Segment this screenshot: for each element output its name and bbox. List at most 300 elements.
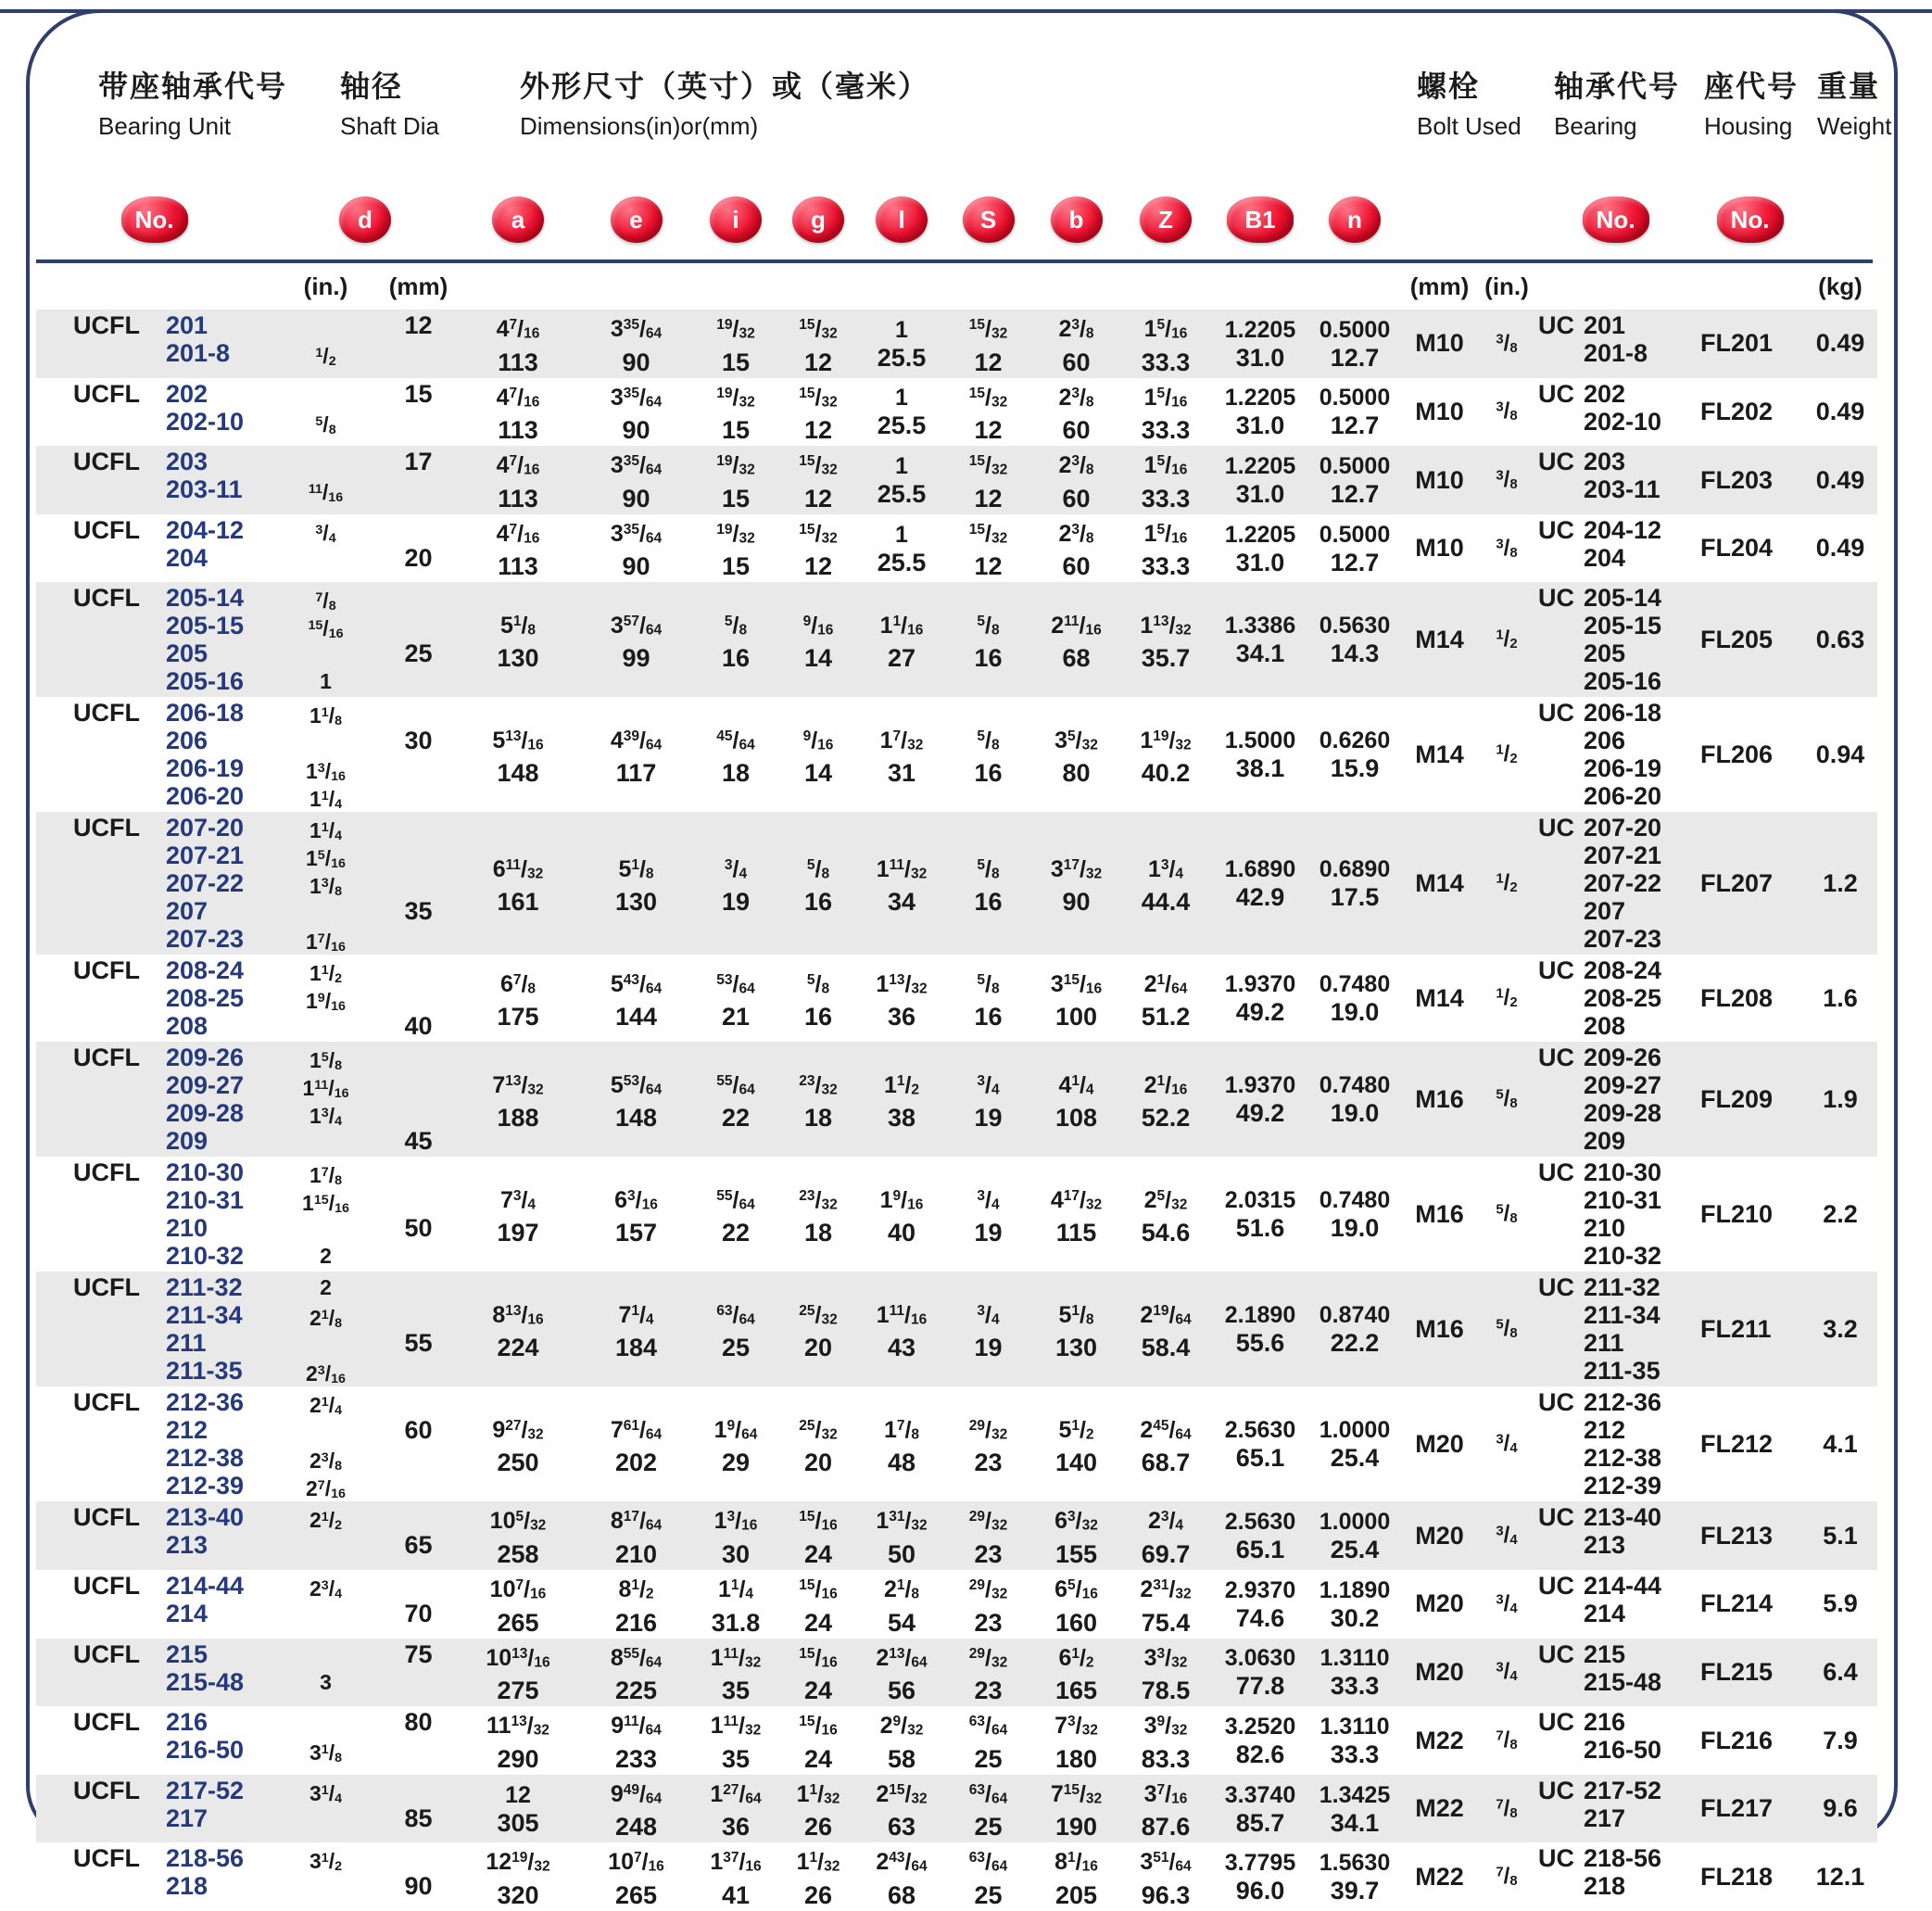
shaft-dia-mm-value: 75 <box>404 1639 433 1668</box>
dim-g-inch: $^{23}/_{32}$ <box>799 1071 838 1098</box>
bearing-numbers <box>1534 1640 1697 1696</box>
shaft-dia-in-value <box>272 639 379 667</box>
dim-b-mm: 68 <box>1062 644 1091 673</box>
bearing-number-list <box>1584 448 1661 503</box>
dim-b-mm: 165 <box>1054 1677 1098 1705</box>
housing-number: FL204 <box>1700 534 1774 563</box>
dim-l-inch: $2^9/_{32}$ <box>879 1713 924 1740</box>
dim-Z-mm: 51.2 <box>1141 1003 1191 1031</box>
dim-l-inch: 243/64 <box>876 1849 928 1876</box>
dim-l-mm: 25.5 <box>877 548 927 576</box>
bearing-unit-numbers <box>143 1844 272 1900</box>
shaft-dia-mm <box>379 311 458 367</box>
dim-b-mm: 60 <box>1062 348 1091 376</box>
bearing-unit-number: 211-34 <box>166 1301 243 1330</box>
header-bearing-unit-zh: 带座轴承代号 <box>98 70 288 103</box>
dim-B1-mm: 65.1 <box>1235 1444 1285 1473</box>
dim-b-mm: 140 <box>1054 1449 1098 1477</box>
bearing-number-list <box>1584 814 1661 953</box>
dim-i <box>694 608 777 673</box>
dim-S <box>944 1777 1032 1841</box>
bearing-unit-number: 207-21 <box>166 842 245 870</box>
dim-Z-inch: $1^5/_{16}$ <box>1143 520 1188 547</box>
dim-n-inch: 0.5630 <box>1319 613 1391 639</box>
shaft-dia-in <box>272 699 379 813</box>
bearing-numbers <box>1534 584 1697 695</box>
bearing-unit-prefix: UCFL <box>73 1044 140 1072</box>
dim-B1 <box>1211 1713 1309 1768</box>
dim-l-mm: 50 <box>887 1540 916 1569</box>
dim-Z <box>1120 852 1211 917</box>
shaft-dia-in-value <box>272 897 379 925</box>
shaft-dia-in-value: 2 <box>320 1244 332 1269</box>
dim-a-mm: 275 <box>497 1677 539 1705</box>
bearing-unit-numbers <box>143 1388 272 1500</box>
dim-i-mm: 31.8 <box>711 1608 761 1637</box>
bearing-unit-numbers <box>143 1572 272 1627</box>
dim-e <box>578 1640 694 1705</box>
shaft-dia-in-value <box>272 1416 379 1444</box>
dim-B1 <box>1211 316 1309 372</box>
weight-value: 1.6 <box>1823 983 1858 1012</box>
dim-e-mm: 248 <box>614 1813 658 1841</box>
dim-a-mm: 188 <box>497 1104 539 1133</box>
bearing-unit-prefix: UCFL <box>73 311 140 339</box>
bearing-numbers <box>1534 1572 1697 1627</box>
dim-i <box>694 1708 777 1773</box>
header-dimensions-zh: 外形尺寸（英寸）或（毫米） <box>520 70 930 103</box>
dim-a-mm: 161 <box>497 888 539 917</box>
shaft-dia-mm-value <box>379 1736 458 1764</box>
dim-b-inch: $6^1/_2$ <box>1058 1644 1094 1671</box>
dim-Z-inch: $2^1/_{64}$ <box>1143 970 1188 997</box>
dim-S-inch: $^{15}/_{32}$ <box>968 520 1008 547</box>
weight-value: 0.49 <box>1815 329 1865 358</box>
dim-b-inch: $2^3/_8$ <box>1058 384 1094 411</box>
bearing-number: 213 <box>1584 1531 1626 1560</box>
dim-n <box>1309 1849 1400 1905</box>
table-row <box>36 310 1877 378</box>
dim-Z-inch: $2^{19}/_{64}$ <box>1140 1301 1192 1328</box>
dim-S-mm: 23 <box>974 1540 1003 1569</box>
dim-n <box>1309 1781 1400 1837</box>
bearing-prefix: UC <box>1538 1776 1574 1804</box>
unit-weight-kg: (kg) <box>1818 272 1863 300</box>
dim-S <box>944 311 1032 376</box>
dim-S-inch: $^{15}/_{32}$ <box>968 451 1008 478</box>
dim-i-inch: $1^9/_{64}$ <box>713 1416 758 1443</box>
bearing-number: 211 <box>1584 1329 1624 1358</box>
bearing-prefix: UC <box>1538 448 1574 476</box>
dim-l <box>859 316 944 372</box>
dim-a-mm: 113 <box>498 416 538 445</box>
bearing-unit-number: 209 <box>166 1127 208 1156</box>
dim-n-inch: 0.5000 <box>1319 316 1391 343</box>
dim-e-mm: 90 <box>622 416 650 445</box>
dim-b <box>1032 1068 1120 1133</box>
shaft-dia-mm-value: 70 <box>404 1600 433 1628</box>
bearing-unit-prefix: UCFL <box>73 1388 140 1417</box>
dim-a-inch: 12 <box>505 1781 531 1808</box>
dim-a <box>458 516 578 581</box>
dim-l-inch: $1^1/_2$ <box>883 1071 920 1098</box>
shaft-dia-in-value: $^5/_8$ <box>315 411 336 437</box>
bearing-number: 202 <box>1584 379 1626 408</box>
bearing-prefix: UC <box>1538 1044 1574 1072</box>
bearing-numbers <box>1534 1503 1697 1559</box>
shaft-dia-mm-value: 40 <box>404 1012 433 1041</box>
dim-e-mm: 184 <box>614 1334 658 1362</box>
dim-g-mm: 12 <box>803 484 833 513</box>
dim-n <box>1309 1713 1400 1768</box>
bearing-unit-numbers <box>143 311 272 367</box>
bearing-prefix: UC <box>1538 1639 1574 1668</box>
dim-n-mm: 19.0 <box>1330 998 1380 1027</box>
dim-S <box>944 516 1032 581</box>
dim-n-inch: 0.7480 <box>1319 1072 1391 1099</box>
weight-value: 3.2 <box>1823 1314 1858 1343</box>
shaft-dia-mm-value <box>379 956 458 984</box>
dim-l-inch: $2^1/_8$ <box>883 1576 920 1602</box>
dim-g <box>777 1068 859 1133</box>
dim-i <box>694 1183 777 1247</box>
badge-B1: B1 <box>1227 196 1294 243</box>
housing-number: FL212 <box>1700 1429 1774 1458</box>
dim-a <box>458 1068 578 1133</box>
table-row <box>36 1570 1877 1639</box>
dim-i <box>694 311 777 376</box>
dim-a-mm: 113 <box>498 484 538 513</box>
dim-b-mm: 80 <box>1062 759 1091 788</box>
dim-g-inch: $^{15}/_{16}$ <box>799 1644 838 1671</box>
dim-a-mm: 290 <box>497 1744 539 1773</box>
dim-l-mm: 25.5 <box>877 411 927 440</box>
header-bearing-en: Bearing <box>1554 112 1637 140</box>
dim-S-inch: $^3/_4$ <box>977 1071 1000 1098</box>
bearing-unit-prefix: UCFL <box>73 1708 140 1737</box>
dim-i-mm: 15 <box>721 552 751 581</box>
dim-Z-inch: $1^5/_{16}$ <box>1143 315 1188 342</box>
dim-Z-inch: $2^{45}/_{64}$ <box>1140 1416 1192 1443</box>
dim-S <box>944 1572 1032 1637</box>
shaft-dia-mm-value <box>379 1044 458 1071</box>
dim-n-mm: 12.7 <box>1330 411 1380 440</box>
header-divider <box>36 259 1873 263</box>
shaft-dia-mm-value: 45 <box>404 1127 433 1156</box>
shaft-dia-in-value: $^3/_4$ <box>315 520 336 546</box>
dim-a <box>458 1297 578 1362</box>
dim-B1 <box>1211 1644 1309 1700</box>
dim-g <box>777 1708 859 1773</box>
dim-b <box>1032 1412 1120 1477</box>
dim-b <box>1032 1297 1120 1362</box>
dim-S-mm: 12 <box>974 348 1003 376</box>
weight-value: 1.2 <box>1823 868 1858 897</box>
bearing-unit-number: 212-38 <box>166 1444 245 1473</box>
dim-g-mm: 18 <box>803 1219 833 1247</box>
shaft-dia-mm-value <box>379 814 458 842</box>
dim-e-mm: 148 <box>614 1104 658 1133</box>
bearing-unit-prefix: UCFL <box>73 1273 140 1302</box>
dim-b <box>1032 1844 1120 1909</box>
bearing-prefix: UC <box>1538 814 1574 842</box>
dim-B1-inch: 1.5000 <box>1224 728 1296 754</box>
bearing-prefix: UC <box>1538 699 1574 728</box>
bearing-number: 207-20 <box>1584 814 1662 842</box>
dim-b-mm: 160 <box>1054 1608 1098 1637</box>
table-row <box>36 812 1877 955</box>
dim-S-inch: $^{15}/_{32}$ <box>968 315 1008 342</box>
bearing-number: 211-32 <box>1584 1273 1661 1302</box>
bearing-unit-number: 207-22 <box>166 869 245 898</box>
weight-value: 0.49 <box>1815 465 1865 494</box>
dim-a <box>458 1708 578 1773</box>
dim-g-inch: $^{23}/_{32}$ <box>799 1186 838 1213</box>
dim-e <box>578 608 694 673</box>
header-shaft-dia <box>340 63 439 141</box>
dim-n <box>1309 316 1400 372</box>
bearing-unit-number: 212-39 <box>166 1472 245 1500</box>
dim-e <box>578 967 694 1031</box>
bolt-size-inch: $^7/_8$ <box>1496 1727 1518 1753</box>
shaft-dia-mm <box>379 516 458 572</box>
dim-i-mm: 22 <box>721 1219 751 1247</box>
dim-g <box>777 852 859 917</box>
shaft-dia-mm <box>379 584 458 695</box>
dim-l-inch: 1 <box>895 521 908 548</box>
dim-i-inch: $^{53}/_{64}$ <box>716 970 755 997</box>
bearing-unit-numbers <box>143 1503 272 1559</box>
bearing-number: 208 <box>1584 1012 1626 1041</box>
dim-B1-mm: 55.6 <box>1235 1329 1285 1358</box>
dim-Z <box>1120 1503 1211 1568</box>
dim-b-inch: $7^3/_{32}$ <box>1054 1713 1098 1740</box>
bearing-unit-number: 205-15 <box>166 612 245 640</box>
shaft-dia-mm-value: 85 <box>404 1803 433 1832</box>
dim-g-inch: $^{15}/_{32}$ <box>799 520 838 547</box>
dim-a <box>458 380 578 445</box>
dim-e <box>578 380 694 445</box>
dim-B1-inch: 1.3386 <box>1224 613 1296 639</box>
dim-B1-inch: 2.9370 <box>1224 1576 1296 1603</box>
dim-g-mm: 12 <box>803 416 833 445</box>
dim-i-mm: 22 <box>721 1104 751 1133</box>
shaft-dia-mm <box>379 380 458 436</box>
dim-l-inch: 1 <box>895 453 908 480</box>
shaft-dia-in-value: $3^1/_8$ <box>309 1740 343 1766</box>
dim-e-inch: $5^{53}/_{64}$ <box>610 1071 663 1098</box>
shaft-dia-in <box>272 516 379 572</box>
dim-n <box>1309 855 1400 911</box>
shaft-dia-in <box>272 380 379 436</box>
dim-e-mm: 157 <box>614 1219 658 1247</box>
bolt-size-inch: $^1/_2$ <box>1496 870 1518 896</box>
dim-g-inch: $^{25}/_{32}$ <box>799 1416 838 1443</box>
dim-l-mm: 40 <box>887 1219 916 1247</box>
dim-S-mm: 25 <box>974 1744 1003 1773</box>
shaft-dia-mm-value: 65 <box>404 1531 433 1560</box>
dim-e-inch: $7^{61}/_{64}$ <box>610 1416 663 1443</box>
bearing-unit-number: 207-23 <box>166 925 245 954</box>
dim-i <box>694 723 777 788</box>
dim-n-inch: 1.3110 <box>1320 1645 1390 1672</box>
dim-e <box>578 1412 694 1477</box>
shaft-dia-in-value: $1^1/_4$ <box>309 818 343 844</box>
dim-g-inch: $^{25}/_{32}$ <box>799 1301 838 1328</box>
dim-n-mm: 17.5 <box>1330 883 1380 912</box>
header-bearing-unit-en: Bearing Unit <box>98 112 232 140</box>
dim-b <box>1032 967 1120 1031</box>
dim-a-inch: $9^{27}/_{32}$ <box>492 1416 544 1443</box>
dim-a-mm: 175 <box>497 1003 539 1031</box>
bearing-unit-number: 217 <box>166 1803 208 1832</box>
dim-g-inch: $^{15}/_{32}$ <box>799 315 838 342</box>
dim-g-mm: 24 <box>803 1744 833 1773</box>
table-row <box>36 1842 1877 1911</box>
bearing-unit-number: 204 <box>166 543 208 572</box>
dim-g-mm: 14 <box>803 759 833 788</box>
header-bolt-en: Bolt Used <box>1417 112 1522 140</box>
shaft-dia-mm-value: 30 <box>404 727 433 755</box>
dim-l-inch: $1^7/_8$ <box>883 1416 920 1443</box>
dim-B1-inch: 1.6890 <box>1224 856 1296 883</box>
dim-l-mm: 63 <box>887 1813 916 1841</box>
bolt-size-inch: $^1/_2$ <box>1496 985 1518 1011</box>
bolt-size-metric: M14 <box>1415 625 1464 653</box>
dim-g <box>777 448 859 513</box>
dim-n-mm: 33.3 <box>1330 1740 1380 1769</box>
dim-e <box>578 448 694 513</box>
bearing-unit-number: 210-32 <box>166 1242 245 1271</box>
bearing-number: 218-56 <box>1584 1844 1662 1873</box>
shaft-dia-in-value <box>272 1600 379 1627</box>
dim-S-mm: 19 <box>974 1219 1003 1247</box>
bearing-number-list <box>1584 1273 1661 1385</box>
shaft-dia-mm-value: 90 <box>404 1872 433 1901</box>
dim-e-mm: 117 <box>615 759 657 788</box>
dim-B1-inch: 1.9370 <box>1224 971 1296 998</box>
bearing-numbers <box>1534 380 1697 436</box>
unit-shaft-in: (in.) <box>303 272 348 300</box>
housing-number: FL210 <box>1700 1199 1774 1228</box>
shaft-dia-in-value: $2^1/_8$ <box>309 1306 343 1332</box>
dim-e <box>578 1708 694 1773</box>
bolt-size-inch: $^3/_4$ <box>1496 1431 1518 1457</box>
dim-Z-mm: 33.3 <box>1141 348 1191 376</box>
dim-l-mm: 56 <box>887 1677 916 1705</box>
shaft-dia-in-value: $1^1/_2$ <box>309 961 343 987</box>
shaft-dia-in-value: 31/4 <box>309 1781 343 1806</box>
shaft-dia-mm-value <box>379 1503 458 1531</box>
dim-l-inch: $1^{11}/_{32}$ <box>876 855 928 882</box>
dim-l-mm: 27 <box>887 644 916 673</box>
dim-i-mm: 36 <box>721 1813 751 1841</box>
dim-e <box>578 1183 694 1247</box>
weight-value: 7.9 <box>1823 1726 1858 1754</box>
dim-i <box>694 967 777 1031</box>
bearing-number: 205 <box>1584 639 1626 668</box>
dim-Z-mm: 69.7 <box>1141 1540 1191 1569</box>
shaft-dia-mm <box>379 1640 458 1696</box>
dim-l <box>859 1640 944 1705</box>
dim-B1-mm: 38.1 <box>1235 754 1285 783</box>
dim-Z <box>1120 1297 1211 1362</box>
bearing-unit-number: 206-18 <box>166 699 245 728</box>
dim-i-mm: 29 <box>721 1449 751 1477</box>
bearing-prefix: UC <box>1538 1844 1574 1873</box>
dim-b-mm: 130 <box>1054 1334 1098 1362</box>
dim-Z <box>1120 448 1211 513</box>
dim-b-mm: 60 <box>1062 484 1091 513</box>
dim-i <box>694 448 777 513</box>
bolt-size-metric: M16 <box>1415 1084 1464 1113</box>
shaft-dia-in-value <box>272 311 379 339</box>
housing-number: FL214 <box>1700 1589 1774 1618</box>
bearing-unit-number: 209-28 <box>166 1099 245 1128</box>
dim-i-mm: 15 <box>721 416 751 445</box>
shaft-dia-in-value <box>272 1708 379 1736</box>
dim-B1-inch: 3.0630 <box>1224 1645 1296 1672</box>
dim-n-inch: 0.6260 <box>1319 728 1391 754</box>
dim-Z-inch: $1^5/_{16}$ <box>1143 451 1188 478</box>
shaft-dia-mm-value <box>379 1301 458 1329</box>
dim-i-inch: $^{19}/_{32}$ <box>716 451 755 478</box>
bearing-unit-prefix: UCFL <box>73 379 140 408</box>
bearing-unit-number: 213-40 <box>166 1503 245 1532</box>
dim-b-inch: $5^1/_2$ <box>1058 1416 1094 1443</box>
dim-l-mm: 25.5 <box>877 343 927 372</box>
bearing-number: 212-36 <box>1584 1388 1662 1417</box>
bearing-numbers <box>1534 516 1697 572</box>
bearing-number: 202-10 <box>1584 407 1662 436</box>
dim-n-inch: 0.5000 <box>1319 521 1391 548</box>
dim-g-inch: 11/32 <box>796 1849 840 1876</box>
bearing-numbers <box>1534 814 1697 953</box>
shaft-dia-mm-value: 80 <box>404 1708 433 1737</box>
dim-B1-inch: 2.5630 <box>1224 1417 1296 1444</box>
dim-n-inch: 1.5630 <box>1319 1850 1391 1877</box>
dim-S-mm: 25 <box>974 1813 1003 1841</box>
dim-a <box>458 1412 578 1477</box>
dim-i <box>694 1640 777 1705</box>
bearing-unit-number: 208-25 <box>166 984 245 1013</box>
dim-g <box>777 1297 859 1362</box>
shaft-dia-mm-value <box>379 782 458 810</box>
dim-l-inch: $1^1/_{16}$ <box>879 612 924 639</box>
bearing-unit-number: 213 <box>166 1531 208 1560</box>
dim-g-inch: $^{15}/_{16}$ <box>799 1576 838 1602</box>
dim-Z-inch: $1^5/_{16}$ <box>1143 384 1188 411</box>
dim-b-inch: $5^1/_8$ <box>1058 1301 1094 1328</box>
bearing-unit-numbers <box>143 814 272 953</box>
dim-b <box>1032 516 1120 581</box>
shaft-dia-in-value: $1^5/_8$ <box>309 1048 343 1074</box>
shaft-dia-mm-value <box>379 869 458 897</box>
weight-value: 0.49 <box>1815 397 1865 425</box>
dim-B1 <box>1211 612 1309 667</box>
bearing-unit-number: 211-35 <box>166 1357 243 1386</box>
dim-g-mm: 24 <box>803 1608 833 1637</box>
shaft-dia-mm-value <box>379 984 458 1012</box>
shaft-dia-in-value: $^{11}/_{16}$ <box>308 480 344 506</box>
dim-b <box>1032 1183 1120 1247</box>
bearing-number: 206-18 <box>1584 699 1662 728</box>
dim-S-mm: 23 <box>974 1608 1003 1637</box>
bearing-unit-number: 218 <box>166 1872 208 1901</box>
shaft-dia-in-value: $2^7/_{16}$ <box>306 1476 346 1502</box>
dim-i-inch: $^{45}/_{64}$ <box>716 727 755 753</box>
dim-b-mm: 90 <box>1062 888 1091 917</box>
